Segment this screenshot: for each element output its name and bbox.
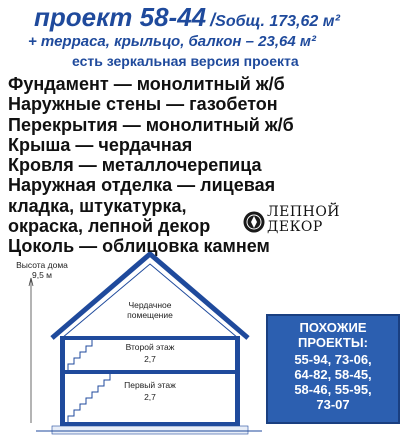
spec-item: Перекрытия — монолитный ж/б <box>8 114 294 135</box>
mirror-note: есть зеркальная версия проекта <box>72 53 299 69</box>
roof-outline <box>52 254 248 338</box>
foundation-slab <box>60 422 240 426</box>
spec-item: кладка, штукатурка, <box>8 195 187 216</box>
similar-projects-title: ПОХОЖИЕ ПРОЕКТЫ: <box>298 320 368 350</box>
height-value: 9,5 м <box>31 270 53 280</box>
similar-projects-panel <box>266 314 400 424</box>
similar-projects-line[interactable]: 64-82, 58-45, <box>294 367 372 382</box>
foundation-base <box>52 426 248 434</box>
floor2-name: Второй этаж <box>125 342 175 352</box>
spec-item: Крыша — чердачная <box>8 134 193 155</box>
decor-logo <box>243 205 363 239</box>
decor-logo-line2: ДЕКОР <box>267 219 323 235</box>
project-title <box>34 2 340 33</box>
total-area: Sобщ. 173,62 м² <box>215 13 340 30</box>
floor2-slab <box>60 370 240 374</box>
title-slash: / <box>210 10 216 30</box>
spec-item: Фундамент — монолитный ж/б <box>8 74 285 94</box>
spec-item: Цоколь — облицовка камнем <box>8 236 270 257</box>
floor1-name: Первый этаж <box>124 380 176 390</box>
spec-item: окраска, лепной декор <box>8 216 211 237</box>
similar-projects-line[interactable]: 55-94, 73-06, <box>294 352 372 367</box>
house-section-diagram <box>0 252 262 437</box>
similar-projects-list <box>268 352 398 412</box>
similar-projects-line[interactable]: 73-07 <box>316 397 350 412</box>
left-wall <box>60 336 65 424</box>
similar-projects-line[interactable]: 58-46, 55-95, <box>294 382 372 397</box>
spec-item: Кровля — металлочерепица <box>8 155 262 176</box>
right-wall <box>235 336 240 424</box>
spec-item: Наружные стены — газобетон <box>8 94 278 115</box>
project-number: проект 58-44 <box>34 2 207 32</box>
attic-slab <box>60 336 240 340</box>
decor-emblem-icon <box>243 205 265 239</box>
decor-logo-line1: ЛЕПНОЙ <box>267 204 341 220</box>
extras-area: + терраса, крыльцо, балкон – 23,64 м² <box>28 33 316 50</box>
floor2-height: 2,7 <box>144 354 156 364</box>
spec-item: Наружная отделка — лицевая <box>8 175 276 196</box>
decor-logo-text <box>267 205 340 235</box>
stairs-floor2 <box>68 340 92 370</box>
floor1-height: 2,7 <box>144 392 156 402</box>
stairs-floor1 <box>68 374 110 422</box>
attic-label-line2: помещение <box>127 310 173 320</box>
height-label: Высота дома <box>16 260 68 270</box>
attic-label-line1: Чердачное <box>128 300 172 310</box>
